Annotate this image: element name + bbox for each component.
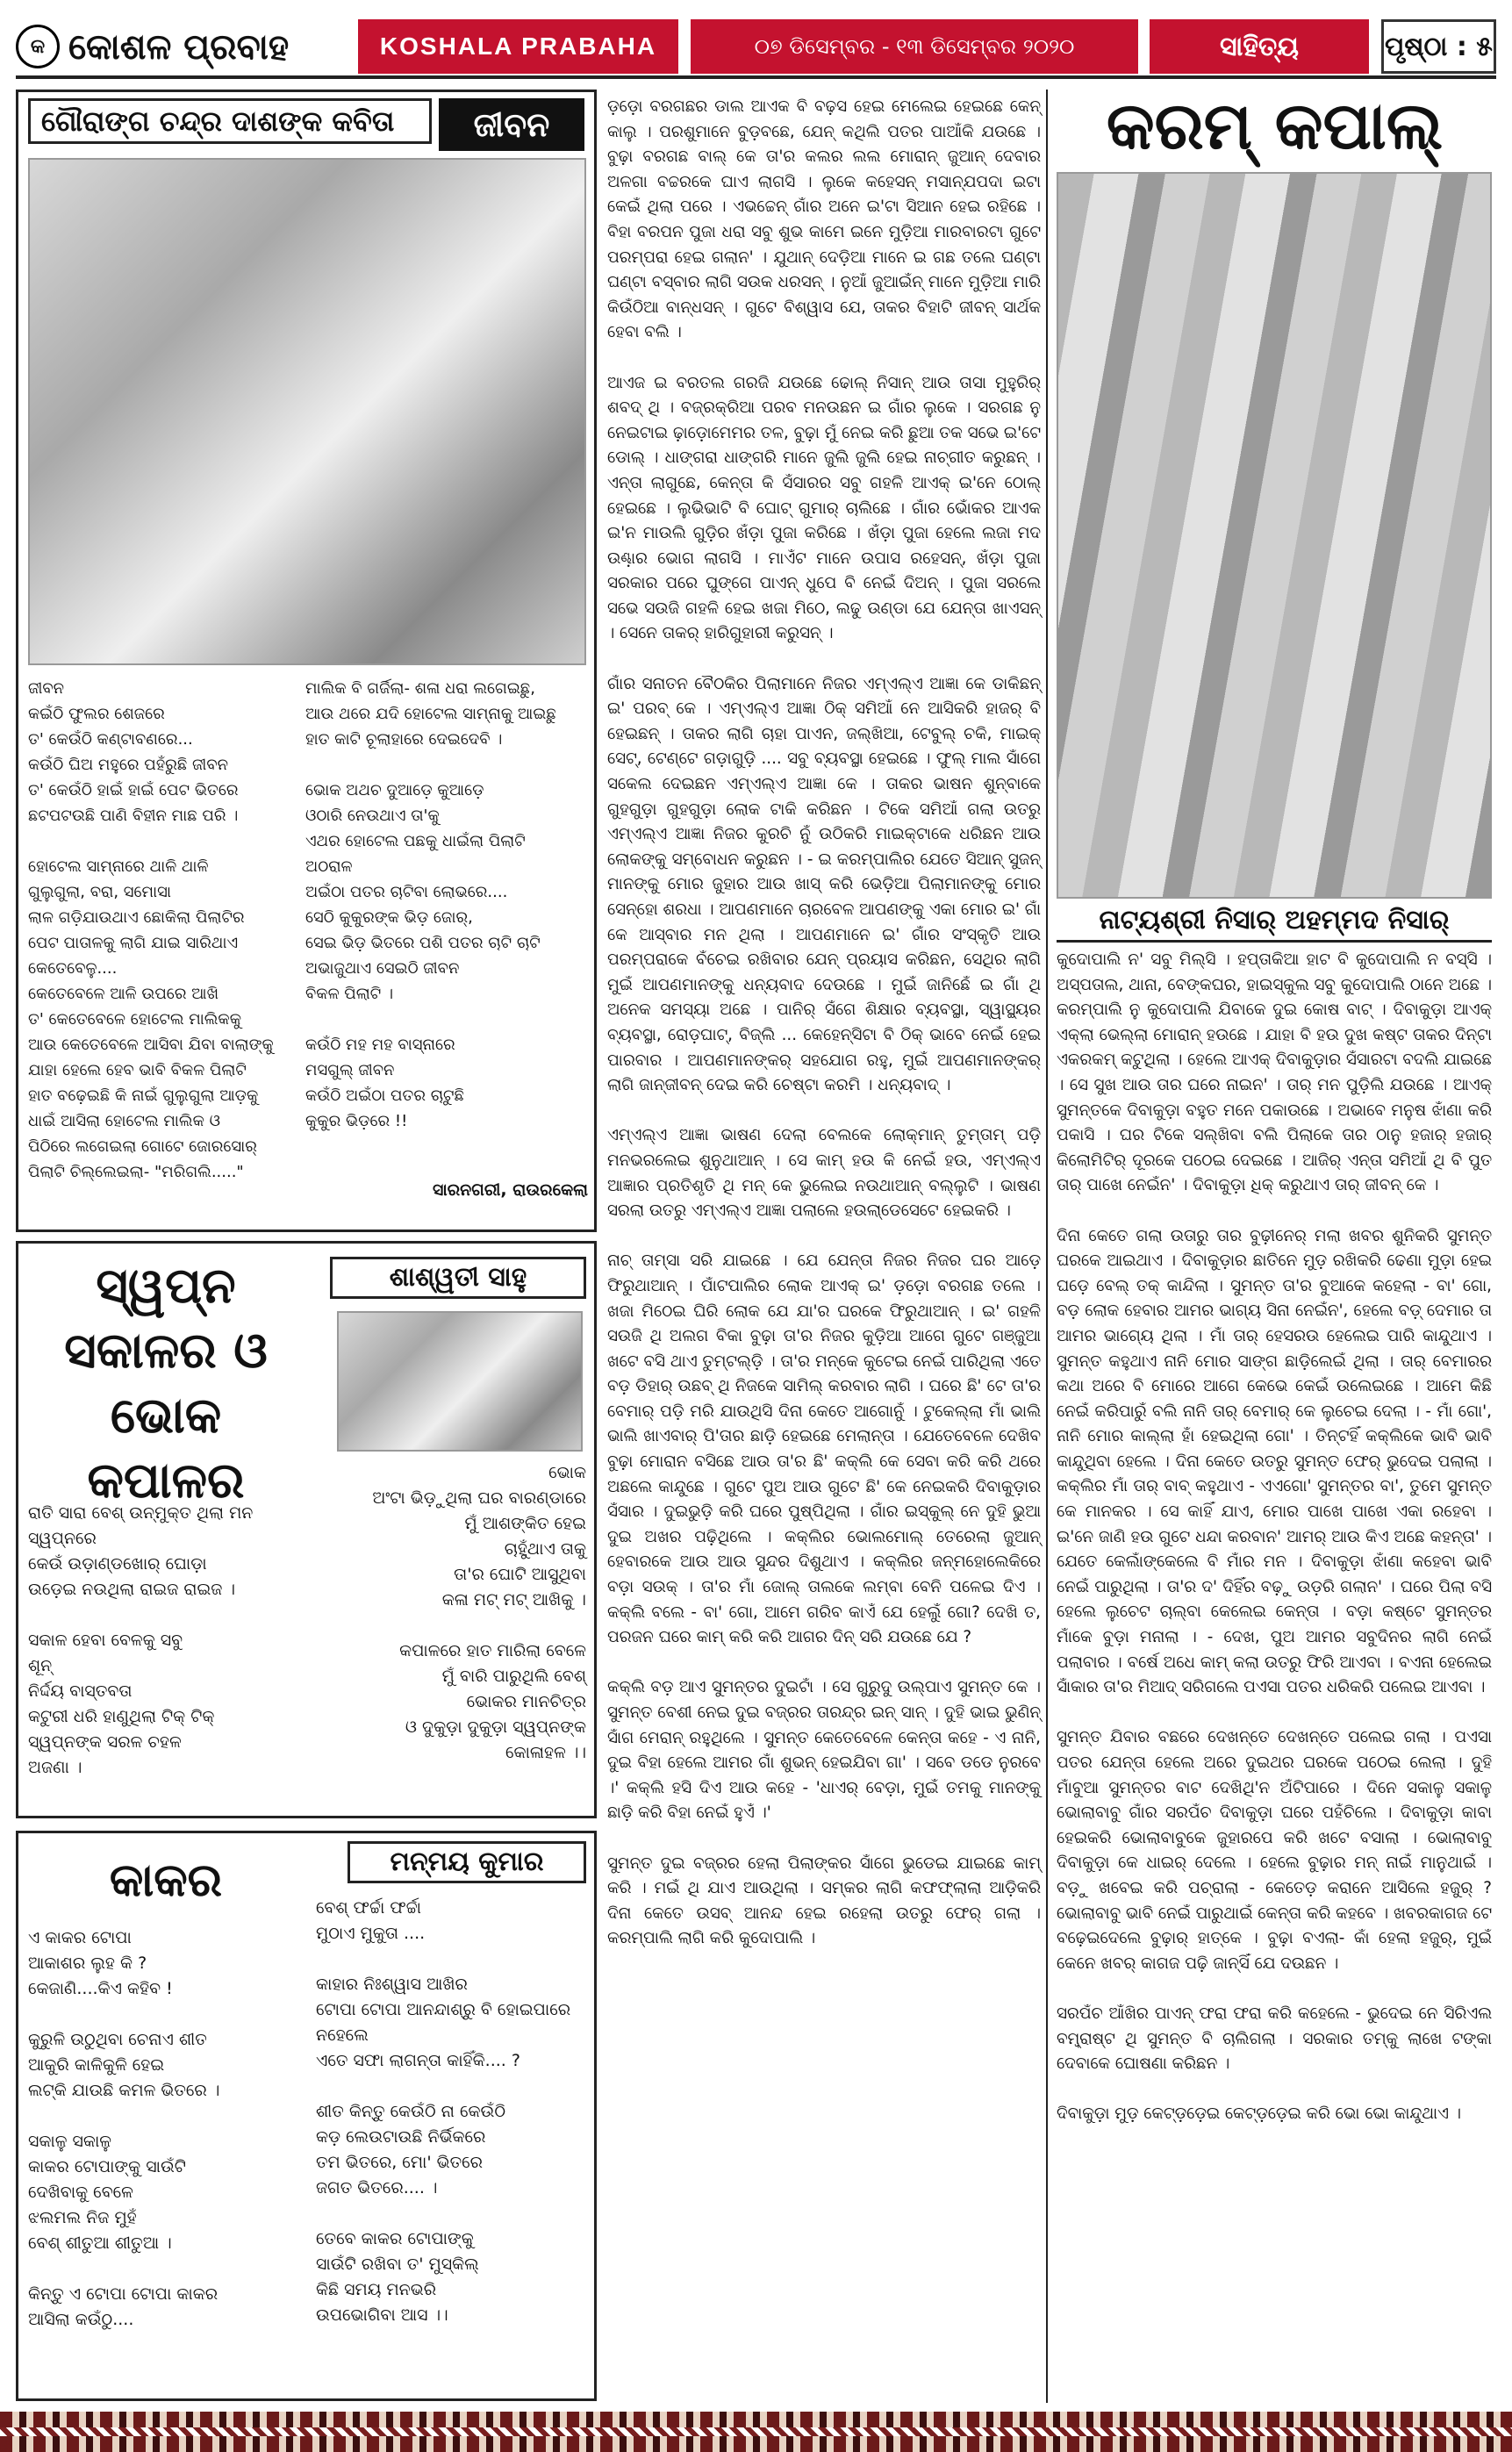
poem-jibana-col2: ମାଲିକ ବି ଗର୍ଜିଲା- ଶଳା ଧରା ଲଗେଇଛୁ, ଆଉ ଥରେ ଯଦି ହୋଟେଲ ସାମ୍ନାକୁ ଆଇଛୁ ହାତ କାଟି ଚୂଲାହାରେ ଦେଇଦେବି । ଭୋକ ଅଥଚ ଦୁଆଡ଼େ କୁଆଡ଼େ ଓଠାରି ନେଉଥାଏ ତା'କୁ ଏଥର ହୋଟେଲ ପଛକୁ ଧାଇଁଲା ପିଲାଟି ଅଠରାଳ ଅଇଁଠା ପତର ଚାଟିବା ଲୋଭରେ.... ସେଠି କୁକୁରଙ୍କ ଭିଡ଼ ଜୋର୍, ସେଇ ଭିଡ଼ ଭିତରେ ପଶି ପତର ଚାଟି ଚାଟି ଅଭାଜୁଥାଏ ସେଇଠି ଜୀବନ ବିକଳ ପିଲାଟି । କଉଁଠି ମହ ମହ ବାସ୍ନାରେ ମସଗୁଲ୍ ଜୀବନ କଉଁଠି ଅଇଁଠା ପତର ଚାଟୁଛି କୁକୁର ଭିଡ଼ରେ !! xyxy=(305,679,556,1130)
poem-kakara-col2: ବେଶ୍ ଫର୍ଚ୍ଚା ଫର୍ଚ୍ଚା ମୁଠାଏ ମୁକୁତା .... କାହାର ନିଃଶ୍ୱାସ ଆଖିର ଟୋପା ଟୋପା ଆନନ୍ଦାଶ୍ରୁ ବି ହୋଇପାରେ ନହେଲେ ଏତେ ସଫା ଲାଗନ୍ତା କାହିଁକି.... ? ଶୀତ କିନ୍ତୁ କେଉଁଠି ନା କେଉଁଠି କଡ଼ ଲେଉଟାଉଛି ନିର୍ଭିକରେ ତମ ଭିତରେ, ମୋ' ଭିତରେ ଜଗତ ଭିତରେ.... । ତେବେ କାକର ଟୋପାଙ୍କୁ ସାଉଁଟି ରଖିବା ତ' ମୁସ୍କିଲ୍ କିଛି ସମୟ ମନଭରି ଉପଭୋଗିବା ଆସ ।। xyxy=(316,1898,571,2325)
newspaper-name-banner: KOSHALA PRABAHA xyxy=(358,19,678,74)
poet-address: ସାରନଗରୀ, ରାଉରକେଲା xyxy=(433,1180,588,1200)
poem-kakara-author: ମନ୍ମୟ କୁମାର xyxy=(348,1841,586,1883)
poem-swapna-col2: ଭୋକ ଅଂଟା ଭିଡ଼ୁଥିଲା ଘର ବାରଣ୍ଡାରେ ମୁଁ ଆଶଙ୍କିତ ହେଇ ଚାହୁଁଥାଏ ତାକୁ ତା'ର ଘୋଟି ଆସୁଥିବା କଳା ମଟ୍ ମଟ୍ ଆଖିକୁ । କପାଳରେ ହାତ ମାରିଲା ବେଳେ ମୁଁ ବାରି ପାରୁଥିଲି ବେଶ୍ ଭୋକର ମାନଚିତ୍ର ଓ ଦୁକୁଡ଼ା ଦୁକୁଡ଼ା ସ୍ୱପ୍ନଙ୍କ କୋଳାହଳ ।। xyxy=(372,1463,586,1762)
column-divider xyxy=(1046,90,1048,2403)
poem-title: ଜୀବନ xyxy=(439,98,584,151)
logo-text: କୋଶଳ ପ୍ରବାହ xyxy=(68,25,290,68)
newspaper-logo xyxy=(16,19,349,74)
story-illustration xyxy=(1057,172,1492,899)
poem-swapna-author: ଶାଶ୍ୱତୀ ସାହୁ xyxy=(330,1257,586,1299)
page-number: ପୃଷ୍ଠା : ୫ xyxy=(1381,19,1496,74)
poem-swapna-title: ସ୍ୱପ୍ନ ସକାଳର ଓ ଭୋକ କପାଳର xyxy=(64,1257,268,1509)
story-column-right: କୁଦୋପାଲି ନ' ସବୁ ମିଲ୍ସି । ହପ୍ତାକିଆ ହାଟ ବି କୁଦୋପାଲି ନ ବସ୍ସି । ଅସ୍ପତାଲ, ଥାନା, ବେଙ୍କଘର, ହାଇସ୍କୁଲ ସବୁ କୁଦୋପାଲି ଠାନେ ଅଛେ । କରମ୍ପାଲି ନୁ କୁଦୋପାଲି ଯିବାକେ ଦୁଇ କୋଷ ବାଟ୍ । ଦିବାକୁଡ଼ା ଆଏକ୍ ଏକ୍ଲା ଭେଲ୍ଲା ମୋରାନ୍ ହଉଛେ । ଯାହା ବି ହଉ ଦୁଖ କଷ୍ଟ ତାକର ଦିନ୍ଟା ଏକରକମ୍ କଟୁଥିଲା । ହେଲେ ଆଏକ୍ ଦିବାକୁଡ଼ାର ସଁସାରଟା ବଦଲି ଯାଇଛେ । ସେ ସୁଖ ଆଉ ତାର ଘରେ ନାଇନ' । ତାର୍ ମନ ପୁଡ଼ିଲି ଯଉଛେ । ଆଏକ୍ ସୁମନ୍ତକେ ଦିବାକୁଡ଼ା ବହୁତ ମନେ ପକାଉଛେ । ଅଭାବେ ମନୁଷ ଝାଁଣା କରି ପକାସି । ଘର ଟିକେ ସଲ୍ଖିବା ବଲି ପିଲାକେ ତାର ଠାନୁ ହଜାର୍ ହଜାର୍ କିଲୋମିଟିର୍ ଦୂରକେ ପଠେଇ ଦେଇଛେ । ଆଜିର୍ ଏନ୍ତା ସମିଆଁ ଥି ବି ପୁତ ତାର୍ ପାଖେ ନେଇଁନ' । ଦିବାକୁଡ଼ା ଧିକ୍ କରୁଥାଏ ତାର୍ ଜୀବନ୍ କେ । ଦିନା କେତେ ଗଲା ଉତାରୁ ତାର ବୁଢ଼ୀନେର୍ ମଲା ଖବର ଶୁନିକରି ସୁମନ୍ତ ଘରକେ ଆଇଥାଏ । ଦିବାକୁଡ଼ାର ଛାତିନେ ମୁଡ଼ ରଖିକରି ଢେଣା ମୁଡ଼ା ହେଇ ଘଡ଼େ ବେଲ୍ ତକ୍ କାନ୍ଦିଲା । ସୁମନ୍ତ ତା'ର ବୁଆକେ କହେଲା - ବା' ଗୋ, ବଡ଼ ଲୋକ ହେବାର ଆମର ଭାଗ୍ୟ ସିନା ନେଇଁନ', ହେଲେ ବଡ଼୍ ଦେମାର ତା ଆମର ଭାଗ୍ୟେ ଥିଲା । ମାଁ ତାର୍ ହେସରଉ ହେଲେଇ ପାରି କାନ୍ଦୁଥାଏ । ସୁମନ୍ତ କହୁଥାଏ ନାନି ମୋର ସାଙ୍ଗ ଛାଡ଼ିଲେଇଁ ଥିଲା । ତାର୍ ବେମାରର କଥା ଅରେ ବି ମୋରେ ଆଗେ କେଭେ କେଇଁ ଉଲେଇଛେ । ଆମେ କିଛି ନେଇଁ କରିପାରୁଁ ବଲି ନାନି ତାର୍ ବେମାର୍ କେ ଲୁଚେଇ ଦେଲା । - ମାଁ ଗୋ', ନାନି ମୋର କାଲ୍ଲା ହାଁ ହେଇଥିଲା ଗୋ' । ତିନ୍ଟହିଁ କକ୍ଲିକେ ଭାବି ଭାବି କାନ୍ଦୁଥିବା ହେଲେ । ଦିନା କେତେ ଉତରୁ ସୁମନ୍ତ ଫେର୍ ଭୁଦେଇ ପଲାଲା । କକ୍ଲିର ମାଁ ତାର୍ ବାବ୍ କହୁଥାଏ - ଏଏଗୋ' ସୁମନ୍ତର ବା', ତୁମେ ସୁମନ୍ତ କେ ମାନକର । ସେ କାହିଁ ଯାଏ, ମୋର ପାଖେ ପାଖେ ଏକା ରହେବା । ଇ'ନେ ଜାଣି ହଉ ଗୁଟେ ଧନ୍ଦା କରବାନ' ଆମର୍ ଆଉ କିଏ ଅଛେ କହନ୍ତା' । ଯେତେ କେଲାଁଙ୍କେଲେ ବି ମାଁର ମନ । ଦିବାକୁଡ଼ା ଝାଁଣା କହେବା ଭାବି ନେଇଁ ପାରୁଥିଲା । ତା'ର ଦ' ଦିହିଁର ବଢ଼ୁ ଉଡ଼ରି ଗଲାନ' । ଘରେ ପିଲା ବସି ହେଲେ ଲୁଚେଟ ଚାଲ୍ବା କେଲେଇ କେନ୍ତା । ବଡ଼ା କଷ୍ଟେ ସୁମନ୍ତର ମାଁକେ ବୁଡ଼ା ମନାଲା । - ଦେଖ, ପୁଅ ଆମର ସବୁଦିନର ଲାଗି ନେଇଁ ପଲାବାର । ବର୍ଷେ ଅଧେ କାମ୍ କଲା ଉତରୁ ଫିରି ଆଏବା । ବଏନା ହେଲେଇ ସାଁକାର ତା'ର ମିଆଦ୍ ସରିଗଲେ ପଏସା ପତର ଧରିକରି ପଲେଇ ଆଏବା । ସୁମନ୍ତ ଯିବାର ବଛରେ ଦେଖନ୍ତେ ଦେଖନ୍ତେ ପଲେଇ ଗଲା । ପଏସା ପତର ଯେନ୍ତା ହେଲେ ଅରେ ଦୁଇଥର ଘରକେ ପଠେଇ ଲେଲା । ଦୁହି ମାଁବୁଆ ସୁମନ୍ତର ବାଟ ଦେଖିଥି'ନ ଅଁଟିପାରେ । ଦିନେ ସକାଳୁ ସକାଳୁ ଭୋଲାବାବୁ ଗାଁର ସରପଁଚ ଦିବାକୁଡ଼ା ଘରେ ପହଁଚିଲେ । ଦିବାକୁଡ଼ା କାବା ହେଇକରି ଭୋଲାବାବୁକେ ଜୁହାରପେ କରି ଖଟେ ବସାଲା । ଭୋଲାବାବୁ ଦିବାକୁଡ଼ା କେ ଧାଇର୍ ଦେଲେ । ହେଲେ ବୁଢ଼ାର ମନ୍ ନାଇଁ ମାନୁଥାଇଁ । ବଡ଼ୁ ଖବେଇ କରି ପଚ୍ରାଲା - କେତେଡ଼ କରାନେ ଆସିଲେ ହଜୁର୍ ? ଭୋଲାବାବୁ ଭାବି ନେଇଁ ପାରୁଥାଇଁ କେନ୍ତା କରି କହବେ । ଖବରକାଗଜ ଟେ ବଢ଼େଇଦେଲେ ବୁଢ଼ାର୍ ହାତ୍କେ । ବୁଢ଼ା ବଏଲା- କାଁ ହେଲା ହଜୁର୍, ମୁଇଁ କେନେ ଖବର୍ କାଗଜ ପଢ଼ି ଜାନ୍ସିଁ ଯେ ଦଉଛନ । ସରପଁଚ ଆଁଖିର ପାଏନ୍ ଫରା ଫରା କରି କହେଲେ - ଭୁଦେଇ ନେ ସିରିଏଲ ବମ୍ବ୍ରାଷ୍ଟ ଥି ସୁମନ୍ତ ବି ଚାଲିଗଲା । ସରକାର ତମ୍କୁ ଲାଖେ ଟଙ୍କା ଦେବାକେ ଘୋଷଣା କରିଛନ । ଦିବାକୁଡ଼ା ମୁଡ଼ କେଟ୍ଡ଼ଡ଼େଇ କେଟ୍ଡ଼ଡ଼େଇ କରି ଭୋ ଭୋ କାନ୍ଦୁଥାଏ । xyxy=(1057,950,1492,2124)
poem-jibana-col1: ଜୀବନ କଇଁଠି ଫୁଲର ଶେଜରେ ତ' କେଉଁଠି କଣ୍ଟାବଣରେ... କଉଁଠି ଘିଅ ମହୁରେ ପହଁରୁଛି ଜୀବନ ତ' କେଉଁଠି ହାଇଁ ହାଇଁ ପେଟ ଭିତରେ ଛଟପଟଉଛି ପାଣି ବିହୀନ ମାଛ ପରି । ହୋଟେଲ ସାମ୍ନାରେ ଥାଳି ଥାଳି ଗୁଲୁଗୁଲା, ବରା, ସମୋସା ଲାଳ ଗଡ଼ିଯାଉଥାଏ ଛୋକିଲା ପିଲାଟିର ପେଟ ପାତାଳକୁ ଲାଗି ଯାଇ ସାରିଥାଏ କେତେବେଳୁ.... କେତେବେଳେ ଆଳି ଉପରେ ଆଖି ତ' କେତେବେଳେ ହୋଟେଲ ମାଲିକକୁ ଆଉ କେତେବେଳେ ଆସିବା ଯିବା ବାଲାଙ୍କୁ ଯାହା ହେଲେ ହେବ ଭାବି ବିକଳ ପିଲାଟି ହାତ ବଢ଼େଇଛି କି ନାଇଁ ଗୁଲୁଗୁଲା ଆଡ଼କୁ ଧାଇଁ ଆସିଲା ହୋଟେଲ ମାଲିକ ଓ ପିଠିରେ ଲଗେଇଲା ଗୋଟେ ଜୋରସୋର୍ ପିଲାଟି ଚିଲ୍ଲେଇଲା- "ମରିଗଲି....." xyxy=(28,679,274,1181)
story-title: କରମ୍ କପାଲ୍ xyxy=(1106,89,1444,164)
issue-date: ୦୭ ଡିସେମ୍ବର - ୧୩ ଡିସେମ୍ବର ୨୦୨୦ xyxy=(691,19,1138,74)
poem-kakara-title: କାକର xyxy=(109,1853,223,1907)
section-label: ସାହିତ୍ୟ xyxy=(1150,19,1369,74)
poem-swapna-illustration xyxy=(337,1311,583,1452)
decorative-footer-border xyxy=(0,2412,1512,2452)
poem-illustration xyxy=(28,158,586,665)
poem-swapna-col1: ରାତି ସାରା ବେଶ୍ ଉନ୍ମୁକ୍ତ ଥିଲା ମନ ସ୍ୱପ୍ନରେ କେଉଁ ଉଡ଼ାଣ୍ଡଖୋର୍ ଘୋଡ଼ା ଉଡ଼େଇ ନଉଥିଲା ରାଇଜ ରାଇଜ । ସକାଳ ହେବା ବେଳକୁ ସବୁ ଶୂନ୍ ନିର୍ଦ୍ଦୟ ବାସ୍ତବତା କଟୁରୀ ଧରି ହାଣୁଥିଲା ଟିକ୍ ଟିକ୍ ସ୍ୱପ୍ନଙ୍କ ସରଳ ଚହଳ ଅଜଣା । xyxy=(28,1503,254,1777)
story-author: ନାଟ୍ୟଶ୍ରୀ ନିସାର୍ ଅହମ୍ମଦ ନିସାର୍ xyxy=(1057,904,1492,943)
poem-series-heading: ଗୌରାଙ୍ଗ ଚନ୍ଦ୍ର ଦାଶଙ୍କ କବିତା xyxy=(28,98,432,144)
logo-emblem-icon: କ xyxy=(16,25,60,68)
poem-kakara-col1: ଏ କାକର ଟୋପା ଆକାଶର ଲୁହ କି ? କେଜାଣି....କିଏ କହିବ ! କୁରୁଳି ଉଠୁଥିବା ଚେନାଏ ଶୀତ ଆକୁରି କାଳିକୁଳି ହେଇ ଲଟ୍କି ଯାଉଛି କମଳ ଭିତରେ । ସକାଳୁ ସକାଳୁ କାକର ଟୋପାଙ୍କୁ ସାଉଁଟି ଦେଖିବାକୁ ବେଳେ ଝଲମଲ ନିଜ ମୁହଁ ବେଶ୍ ଶୀତୁଆ ଶୀତୁଆ । କିନ୍ତୁ ଏ ଟୋପା ଟୋପା କାକର ଆସିଲା କଉଁଠୁ.... xyxy=(28,1928,220,2329)
story-column-middle: ଡ଼ଡ଼ୋ ବରଗଛର ଡାଲ ଆଏକ ବି ବଢ଼ସ ହେଇ ମେଲେଇ ହେଇଛେ କେନ୍ କାଲୁ । ପରଶୁମାନେ ବୁଡ଼ବଛେ, ଯେନ୍ କଥିଲି ପତର ପାଆଁକି ଯଉଛେ । ବୁଢ଼ା ବରଗଛ ବାଲ୍ କେ ତା'ର କଲର ଲଲ ମୋରାନ୍ ଜୁଆନ୍ ଦେବାର ଅଳଗା ବଚ୍ଚରକେ ଘାଏ ଲାଗସି । ଲୁକେ କହେସନ୍ ମସାନ୍ଯପଦା ଇଟା କେଇଁ ଥିଲା ପରେ । ଏଭଚ୍ଚେନ୍ ଗାଁର ଅନେ ଇ'ଟା ସିଆନ ହେଇ ରହିଛେ । ବିହା ବରପନ ପୁଜା ଧରା ସବୁ ଶୁଭ କାମେ ଇନେ ମୁଡ଼ିଆ ମାରବାରଟା ଗୁଟେ ପରମ୍ପରା ହେଇ ଗଲାନ' । ଯୁଥାନ୍ ଦେଡ଼ିଆ ମାନେ ଇ ଗଛ ତଲେ ଘଣ୍ଟା ଘଣ୍ଟା ବସ୍ବାର ଲାଗି ସଉକ ଧରସନ୍ । ନୁଆଁ ଜୁଆଇଁନ୍ ମାନେ ମୁଡ଼ିଆ ମାରି କିଉଁଠିଆ ବାନ୍ଧସନ୍ । ଗୁଟେ ବିଶ୍ୱାସ ଯେ, ତାକର ବିହାଟି ଜୀବନ୍ ସାର୍ଥକ ହେବା ବଲି । ଆଏଜ ଇ ବରତଲ ଗରଜି ଯଉଛେ ଢୋଲ୍ ନିସାନ୍ ଆଉ ତାସା ମୁହୁରିର୍ ଶବଦ୍ ଥି । ବଜ୍ରକ୍ରିଆ ପରବ ମନଉଛନ ଇ ଗାଁର ଲୁକେ । ସରଗଛ ନୁ ନେଇଟାଇ ଢ଼ାଡ଼ୋମେମର ତଳ, ବୁଢ଼ା ମୁଁ ନେଇ କରି ଛୁଆ ତକ ସଭେ ଇ'ଟେ ଡୋଲ୍ । ଧାଙ୍ଗରା ଧାଙ୍ଗରି ମାନେ ଜୁଲି ଜୁଲି ହେଇ ନାଚ୍ଗୀତ କରୁଛନ୍ । ଏନ୍ତା ଲାଗୁଛେ, କେନ୍ତା କି ସଁସାରର ସବୁ ଗହଳି ଆଏକ୍ ଇ'ନେ ଠୋଲ୍ ହେଇଛେ । ଲୁଭିଭାଟି ବି ଘୋଟ୍ ଗୁମାର୍ ଚାଲିଛେ । ଗାଁର ଭୋଁକର ଆଏକ ଇ'ନ ମାଉଲି ଗୁଡ଼ିର ଖଁଡ଼ା ପୁଜା କରିଛେ । ଖଁଡ଼ା ପୁଜା ହେଲେ ଲଜା ମଦ ଉଣ୍ଢ଼ାର ଭୋଗ ଲାଗସି । ମାଏଁଟ ମାନେ ଉପାସ ରହେସନ୍, ଖଁଡ଼ା ପୁଜା ସରକାର ପରେ ଘୁଙ୍ଗେ ପାଏନ୍ ଧୁପେ ବି ନେଇଁ ଦିଅନ୍ । ପୁଜା ସରଲେ ସଭେ ସଉଜି ଗହଳି ହେଇ ଖଜା ମିଠେ, ଲଢୁ ଉଣ୍ଡା ଯେ ଯେନ୍ତା ଖାଏସନ୍ । ସେନେ ତାକର୍ ହାରିଗୁହାରୀ କରୁସନ୍ । ଗାଁର ସନାତନ ବୈଠକିର ପିଲାମାନେ ନିଜର ଏମ୍ଏଲ୍ଏ ଆଜ୍ଞା କେ ଡାକିଛନ୍ ଇ' ପରବ୍ କେ । ଏମ୍ଏଲ୍ଏ ଆଜ୍ଞା ଠିକ୍ ସମିଆଁ ନେ ଆସିକରି ହାଜର୍ ବି ହେଇଛନ୍ । ତାକର ଲାଗି ଚାହା ପାଏନ, ଜଲ୍ଖିଆ, ଟେବୁଲ୍ ଚକି, ମାଇକ୍ ସେଟ୍, ଟେଣ୍ଟେ ଗଡ଼ାଗୁଡ଼ି .... ସବୁ ବ୍ୟବସ୍ଥା ହେଇଛେ । ଫୁଲ୍ ମାଲ ସାଁଗେ ସକେଲ ଦେଇଛନ ଏମ୍ଏଲ୍ଏ ଆଜ୍ଞା କେ । ତାକର ଭାଷନ ଶୁନ୍ବାକେ ଗୁହଗୁଡ଼ା ଗୁହଗୁଡ଼ା ଲୋକ ଟାକି କରିଛନ । ଟିକେ ସମିଆଁ ଗଲା ଉତରୁ ଏମ୍ଏଲ୍ଏ ଆଜ୍ଞା ନିଜର କୁରଚି ନୁଁ ଉଠିକରି ମାଇକ୍ଟାକେ ଧରିଛନ ଆଉ ଲୋକଙ୍କୁ ସମ୍ବୋଧନ କରୁଛନ । - ଇ କରମ୍ପାଲିର ଯେତେ ସିଆନ୍ ସୁଜନ୍ ମାନଙ୍କୁ ମୋର ଜୁହାର ଆଉ ଖାସ୍ କରି ଭେଡ଼ିଆ ପିଲାମାନଙ୍କୁ ମୋର ସେନ୍ହୋ ଶରଧା । ଆପଣମାନେ ଚାରବେଳ ଆପଣଙ୍କୁ ଏକା ମୋର ଇ' ଗାଁ କେ ଆସ୍ବାର ମନ ଥିଲା । ଆପଣମାନେ ଇ' ଗାଁର ସଂସ୍କୃତି ଆଉ ପରମ୍ପରାକେ ବଁଚେଇ ରଖିବାର ଯେନ୍ ପ୍ରୟାସ କରିଛନ, ସେଥିର ଲାଗି ମୁଇଁ ଆପଣମାନଙ୍କୁ ଧନ୍ୟବାଦ ଦେଉଛେ । ମୁଇଁ ଜାନିଛେଁ ଇ ଗାଁ ଥି ଅନେକ ସମସ୍ୟା ଅଛେ । ପାନିର୍ ସଁଗେ ଶିକ୍ଷାର ବ୍ୟବସ୍ଥା, ସ୍ୱାସ୍ଥ୍ୟର ବ୍ୟବସ୍ଥା, ରୋଡ଼ଘାଟ୍, ବିଜ୍ଲି ... କେହେନ୍ସିଟା ବି ଠିକ୍ ଭାବେ ନେଇଁ ହେଇ ପାରବାର । ଆପଣମାନଙ୍କର୍ ସହଯୋଗ ରହୁ, ମୁଇଁ ଆପଣମାନଙ୍କର୍ ଲାଗି ଜାନ୍ଜୀବନ୍ ଦେଇ କରି ଚେଷ୍ଟା କରମି । ଧନ୍ୟବାଦ୍ । ଏମ୍ଏଲ୍ଏ ଆଜ୍ଞା ଭାଷଣ ଦେଲା ବେଲକେ ଲୋକ୍ମାନ୍ ତୁମ୍ତାମ୍ ପଡ଼ି ମନଭରଲେଇ ଶୁନୁଥାଆନ୍ । ସେ କାମ୍ ହଉ କି ନେଇଁ ହଉ, ଏମ୍ଏଲ୍ଏ ଆଜ୍ଞାର ପ୍ରତିଶୃତି ଥି ମନ୍ କେ ଭୁଲେଇ ନଉଥାଆନ୍ ବଲ୍ଲୁଟି । ଭାଷଣ ସରଲା ଉତରୁ ଏମ୍ଏଲ୍ଏ ଆଜ୍ଞା ପଲାଲେ ହଉଲା୍‍ଡେସେଟେ ହେଇକରି । ନାଚ୍ ତାମ୍ସା ସରି ଯାଇଛେ । ଯେ ଯେନ୍ତା ନିଜର ନିଜର ଘର ଆଡ଼େ ଫିରୁଥାଆନ୍ । ପାଁଟପାଲିର ଲୋକ ଆଏକ୍ ଇ' ଡ଼ଡ଼ୋ ବରଗଛ ତଲେ । ଖଜା ମିଠେଇ ଘିରି ଲୋକ ଯେ ଯା'ର ଘରକେ ଫିରୁଥାଆନ୍ । ଇ' ଗହଳି ସଉଜି ଥି ଅଲଗ ବିକା ବୁଢ଼ା ତା'ର ନିଜର କୁଡ଼ିଆ ଆଗେ ଗୁଟେ ଗଞ୍ଜୁଆ ଖଟେ ବସି ଥାଏ ତୁମ୍ଟଲ୍ଡ଼ି । ତା'ର ମନ୍କେ କୁଟେଇ ନେଇଁ ପାରିଥିଲା ଏତେ ବଡ଼ ଡିହାର୍ ଉଛବ୍ ଥି ନିଜକେ ସାମିଲ୍ କରବାର ଲାଗି । ଘରେ ଛି' ଟେ ତା'ର ବେମାର୍ ପଡ଼ି ମରି ଯାଉଥିସି ଦିନା କେତେ ଆଗୋନୁଁ । ଟୁକେଲ୍ଲା ମାଁ ଭାଲି ଭାଲି ଖାଏବାର୍ ପି'ତାର ଛାଡ଼ି ହେଇଛେ ମେଲାନ୍ତା । ଯେତେବେଳେ ଦେଖିବ ବୁଢ଼ା ମୋରାନ ବସିଛେ ଆଉ ତା'ର ଛି' କକ୍ଲି କେ ସେବା କରି କରି ଥରେ ଅଛଲେ କାନ୍ଦୁଛେ । ଗୁଟେ ପୁଅ ଆଉ ଗୁଟେ ଛି' କେ ନେଇକରି ଦିବାକୁଡ଼ାର ସଁସାର । ଦୁଇଭୁଡ଼ି କରି ଘରେ ପୁଷ୍ପିଥିଲା । ଗାଁର ଇସ୍କୁଲ୍ ନେ ଦୁହି ଭୁଆ ଦୁଇ ଅଖର ପଢ଼ିଥିଲେ । କକ୍ଲିର ଭୋଲମୋଲ୍ ତେରେଲା ଜୁଆନ୍ ହେବାରକେ ଆଉ ଆଉ ସୁନ୍ଦର ଦିଶୁଥାଏ । କକ୍ଲିର ଜନ୍ମହୋଲେକିରେ ବଡ଼ା ସଉକ୍ । ତା'ର ମାଁ ଜୋଲ୍ ତାଲକେ ଲମ୍ବା ବେନି ପଳେଇ ଦିଏ । କକ୍ଲି ବଲେ - ବା' ଗୋ, ଆମେ ଗରିବ କାଏଁ ଯେ ହେଲୁଁ ଗୋ? ଦେଖି ତ, ପରଜନ ଘରେ କାମ୍ କରି କରି ଆଗର ଦିନ୍ ସରି ଯଉଛେ ଯେ ? କକ୍ଲି ବଡ଼ ଆଏ ସୁମନ୍ତର ଦୁଇଟାଁ । ସେ ଗୁରୁଦୁ ଉଲ୍ପାଏ ସୁମନ୍ତ କେ । ସୁମନ୍ତ ବେଶୀ ନେଇ ଦୁଇ ବଜ୍ରର ତାରନ୍ଦ୍ର ଇନ୍ ସାନ୍ । ଦୁହି ଭାଇ ଭୁଣିନ୍ ସାଁଗ ମେରାନ୍ ରହୁଥିଲେ । ସୁମନ୍ତ କେତେବେଳେ କେନ୍ତା କହେ - ଏ ନାନି, ଦୁଇ ବିହା ହେଲେ ଆମର ଗାଁ ଶୁଭନ୍ ହେଇଯିବା ଗା' । ସବେ ଡଡେ ନୁରବେ ।' କକ୍ଲି ହସି ଦିଏ ଆଉ କହେ - 'ଧାଏର୍ ବେଡ଼ା, ମୁଇଁ ତମକୁ ମାନଙ୍କୁ ଛାଡ଼ି କରି ବିହା ନେଇଁ ହୁଏଁ ।' ସୁମନ୍ତ ଦୁଇ ବଜ୍ରର ହେଲା ପିଲାଙ୍କର ସାଁଗେ ଭୁଡେଇ ଯାଇଛେ କାମ୍ କରି । ମଇଁ ଥି ଯାଏ ଆଉଥିଲା । ସମ୍କର ଲାଗି କଫଫ୍ଲାଲା ଆଡ଼ିକରି ଦିନା କେତେ ଉସବ୍ ଆନନ୍ଦ ହେଇ ରହେଲା ଉତରୁ ଫେର୍ ଗଲା । କରମ୍ପାଲି ଲାଗି କରି କୁଦୋପାଲି । xyxy=(607,97,1041,1948)
